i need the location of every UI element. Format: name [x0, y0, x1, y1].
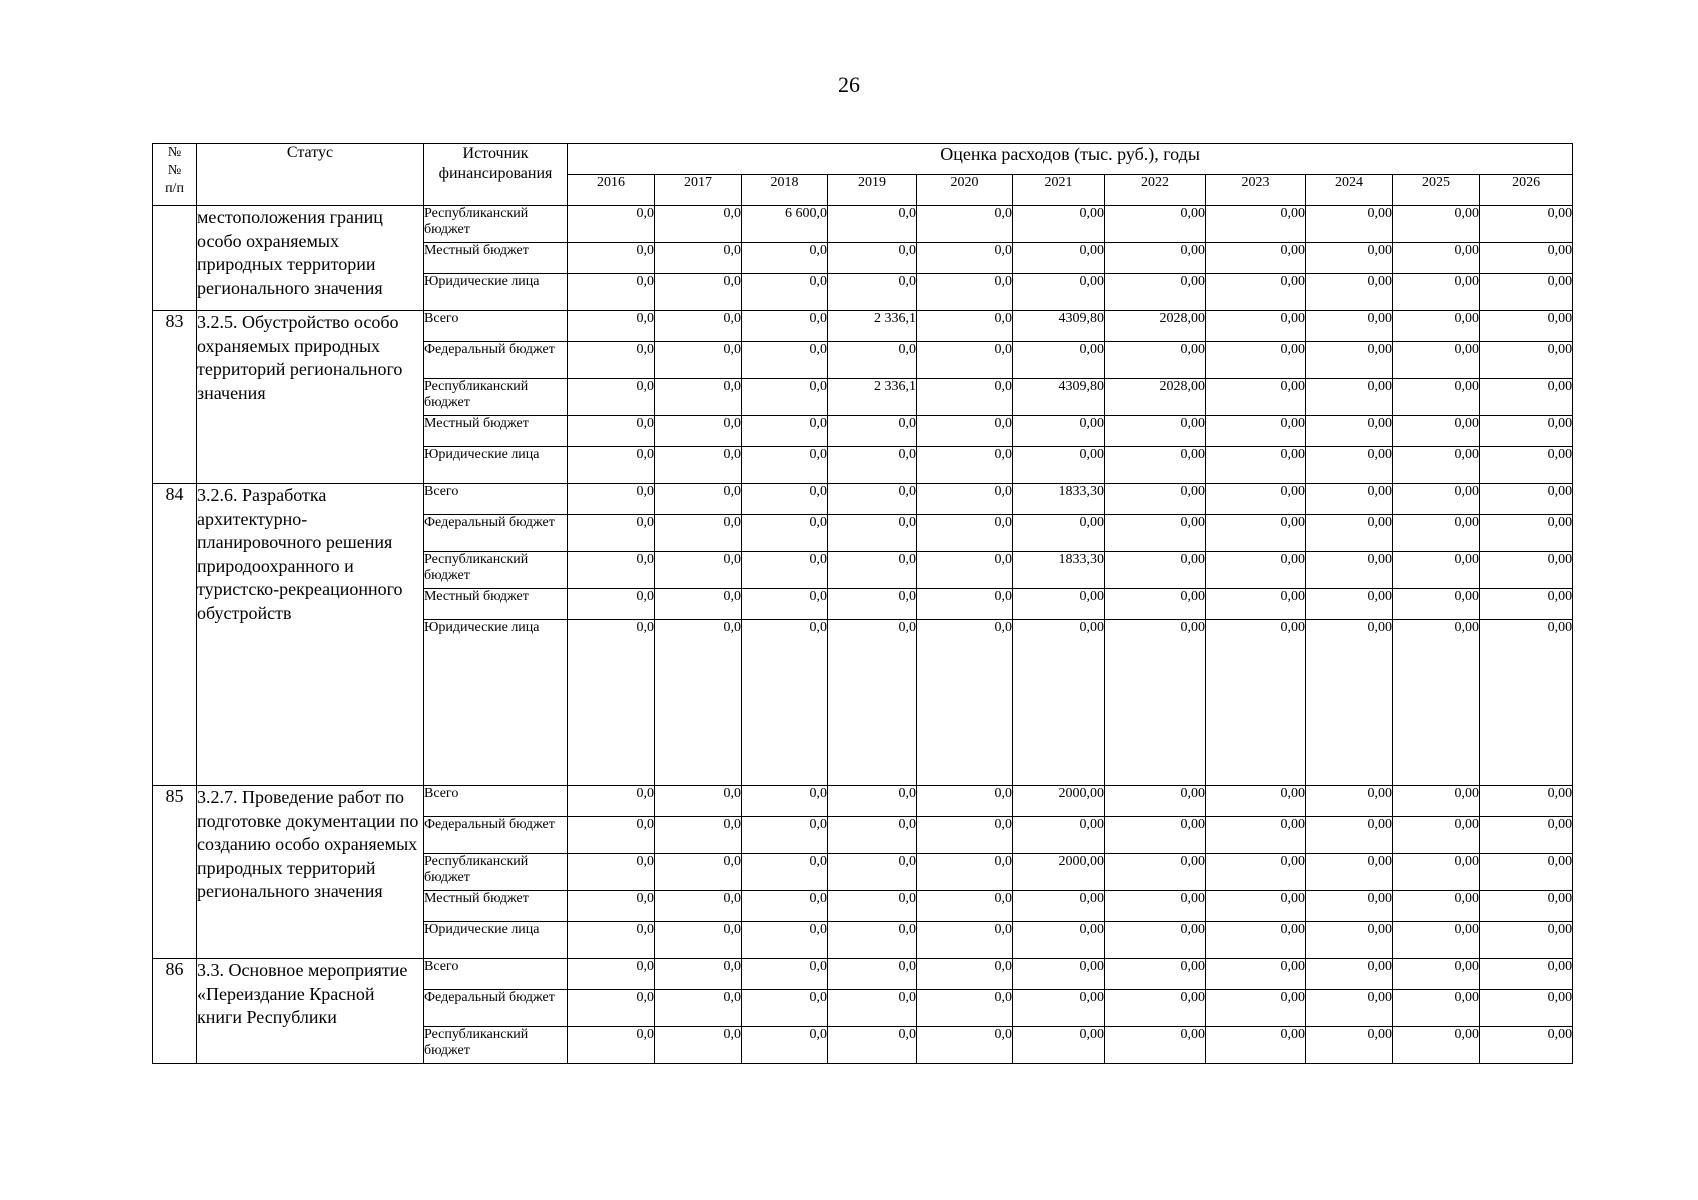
status-cell: 3.2.5. Обустройство особо охраняемых природных территорий регионального значения	[197, 311, 424, 484]
expense-value: 0,0	[828, 817, 917, 854]
expense-value: 0,00	[1306, 515, 1393, 552]
expense-value: 0,00	[1480, 959, 1573, 990]
expense-value: 0,0	[568, 552, 655, 589]
expense-value: 0,00	[1480, 620, 1573, 786]
expense-value: 0,0	[655, 311, 742, 342]
expense-value: 0,00	[1393, 990, 1480, 1027]
budget-table	[152, 143, 1573, 1064]
expense-value: 0,0	[828, 786, 917, 817]
funding-source: Республиканский бюджет	[424, 206, 568, 243]
expense-value: 0,00	[1105, 206, 1206, 243]
expense-value: 0,0	[655, 379, 742, 416]
expense-value: 0,0	[742, 447, 828, 484]
expense-value: 0,0	[828, 274, 917, 311]
header-year: 2022	[1105, 175, 1206, 206]
expense-value: 0,0	[568, 620, 655, 786]
expense-value: 0,0	[655, 854, 742, 891]
expense-value: 2028,00	[1105, 379, 1206, 416]
status-cell: 3.2.7. Проведение работ по подготовке документации по созданию особо охраняемых природных территорий регионального значения	[197, 786, 424, 959]
funding-source: Местный бюджет	[424, 416, 568, 447]
expense-value: 0,00	[1306, 379, 1393, 416]
expense-value: 0,00	[1306, 416, 1393, 447]
expense-value: 0,00	[1105, 891, 1206, 922]
expense-value: 0,00	[1105, 817, 1206, 854]
expense-value: 0,0	[568, 243, 655, 274]
status-cell: 3.3. Основное мероприятие «Переиздание Красной книги Республики	[197, 959, 424, 1064]
expense-value: 0,0	[828, 959, 917, 990]
funding-source: Федеральный бюджет	[424, 515, 568, 552]
funding-source: Юридические лица	[424, 620, 568, 786]
expense-value: 0,0	[917, 589, 1013, 620]
expense-value: 4309,80	[1013, 311, 1105, 342]
table-row	[153, 786, 1573, 817]
expense-value: 0,00	[1206, 786, 1306, 817]
expense-value: 0,0	[828, 484, 917, 515]
expense-value: 0,00	[1105, 959, 1206, 990]
expense-value: 0,00	[1105, 990, 1206, 1027]
expense-value: 0,00	[1393, 447, 1480, 484]
expense-value: 0,0	[568, 891, 655, 922]
expense-value: 0,0	[655, 891, 742, 922]
expense-value: 0,00	[1105, 484, 1206, 515]
expense-value: 0,00	[1013, 243, 1105, 274]
funding-source: Юридические лица	[424, 922, 568, 959]
funding-source: Республиканский бюджет	[424, 379, 568, 416]
expense-value: 0,00	[1206, 416, 1306, 447]
expense-value: 0,0	[742, 990, 828, 1027]
funding-source: Всего	[424, 311, 568, 342]
expense-value: 0,00	[1206, 854, 1306, 891]
funding-source: Всего	[424, 959, 568, 990]
expense-value: 0,00	[1306, 1027, 1393, 1064]
header-year: 2021	[1013, 175, 1105, 206]
expense-value: 0,00	[1306, 959, 1393, 990]
expense-value: 0,00	[1105, 552, 1206, 589]
expense-value: 2028,00	[1105, 311, 1206, 342]
header-expenses: Оценка расходов (тыс. руб.), годы	[568, 144, 1573, 175]
expense-value: 0,0	[917, 620, 1013, 786]
expense-value: 0,0	[917, 447, 1013, 484]
expense-value: 0,00	[1306, 891, 1393, 922]
expense-value: 0,00	[1306, 922, 1393, 959]
expense-value: 0,0	[655, 342, 742, 379]
expense-value: 0,00	[1306, 484, 1393, 515]
expense-value: 0,0	[742, 552, 828, 589]
expense-value: 0,00	[1393, 786, 1480, 817]
expense-value: 2000,00	[1013, 786, 1105, 817]
expense-value: 0,0	[917, 990, 1013, 1027]
expense-value: 0,00	[1206, 484, 1306, 515]
expense-value: 0,00	[1206, 891, 1306, 922]
expense-value: 0,0	[828, 922, 917, 959]
funding-source: Местный бюджет	[424, 243, 568, 274]
expense-value: 0,0	[568, 990, 655, 1027]
expense-value: 0,00	[1105, 786, 1206, 817]
table-row	[153, 311, 1573, 342]
expense-value: 0,00	[1013, 447, 1105, 484]
expense-value: 0,0	[568, 589, 655, 620]
expense-value: 0,00	[1306, 274, 1393, 311]
expense-value: 0,0	[655, 515, 742, 552]
funding-source: Всего	[424, 484, 568, 515]
expense-value: 0,00	[1105, 342, 1206, 379]
header-year: 2025	[1393, 175, 1480, 206]
expense-value: 0,00	[1306, 786, 1393, 817]
expense-value: 0,00	[1393, 922, 1480, 959]
expense-value: 0,0	[742, 379, 828, 416]
expense-value: 0,00	[1206, 342, 1306, 379]
header-status: Статус	[197, 144, 424, 206]
expense-value: 0,00	[1393, 484, 1480, 515]
expense-value: 0,00	[1206, 447, 1306, 484]
expense-value: 2000,00	[1013, 854, 1105, 891]
expense-value: 0,00	[1013, 891, 1105, 922]
expense-value: 0,00	[1480, 311, 1573, 342]
expense-value: 1833,30	[1013, 552, 1105, 589]
expense-value: 0,00	[1105, 416, 1206, 447]
expense-value: 0,00	[1105, 1027, 1206, 1064]
expense-value: 0,00	[1013, 515, 1105, 552]
expense-value: 0,00	[1105, 922, 1206, 959]
expense-value: 0,00	[1306, 817, 1393, 854]
expense-value: 0,0	[742, 416, 828, 447]
expense-value: 0,0	[828, 854, 917, 891]
expense-value: 0,00	[1206, 817, 1306, 854]
expense-value: 0,0	[568, 416, 655, 447]
expense-value: 0,0	[742, 620, 828, 786]
expense-value: 0,0	[917, 959, 1013, 990]
header-year: 2023	[1206, 175, 1306, 206]
expense-value: 2 336,1	[828, 311, 917, 342]
funding-source: Местный бюджет	[424, 891, 568, 922]
expense-value: 0,0	[742, 274, 828, 311]
expense-value: 0,00	[1105, 447, 1206, 484]
expense-value: 0,0	[568, 922, 655, 959]
row-number	[153, 206, 197, 311]
expense-value: 0,00	[1105, 515, 1206, 552]
expense-value: 0,0	[917, 379, 1013, 416]
expense-value: 0,00	[1480, 786, 1573, 817]
expense-value: 0,00	[1480, 447, 1573, 484]
expense-value: 0,0	[655, 620, 742, 786]
expense-value: 0,00	[1206, 990, 1306, 1027]
expense-value: 0,0	[568, 817, 655, 854]
expense-value: 0,00	[1306, 206, 1393, 243]
page-number: 26	[838, 72, 860, 97]
expense-value: 0,00	[1206, 1027, 1306, 1064]
expense-value: 0,0	[742, 959, 828, 990]
header-year: 2020	[917, 175, 1013, 206]
header-source: Источник финансирования	[424, 144, 568, 206]
expense-value: 0,0	[655, 552, 742, 589]
expense-value: 0,00	[1013, 342, 1105, 379]
expense-value: 0,0	[828, 589, 917, 620]
expense-value: 0,0	[917, 515, 1013, 552]
expense-value: 0,0	[742, 484, 828, 515]
funding-source: Всего	[424, 786, 568, 817]
expense-value: 0,0	[917, 484, 1013, 515]
expense-value: 0,0	[655, 206, 742, 243]
expense-value: 0,0	[828, 552, 917, 589]
expense-value: 0,00	[1393, 1027, 1480, 1064]
expense-value: 0,0	[742, 891, 828, 922]
expense-value: 0,00	[1206, 515, 1306, 552]
expense-value: 0,00	[1306, 589, 1393, 620]
expense-value: 0,0	[917, 817, 1013, 854]
expense-value: 0,00	[1393, 515, 1480, 552]
expense-value: 0,00	[1306, 990, 1393, 1027]
expense-value: 0,00	[1306, 620, 1393, 786]
expense-value: 0,0	[828, 342, 917, 379]
expense-value: 0,00	[1013, 416, 1105, 447]
status-cell: местоположения границ особо охраняемых природных территории регионального значения	[197, 206, 424, 311]
expense-value: 0,00	[1393, 243, 1480, 274]
expense-value: 0,00	[1480, 379, 1573, 416]
expense-value: 0,0	[742, 589, 828, 620]
expense-value: 0,0	[568, 342, 655, 379]
expense-value: 0,00	[1013, 589, 1105, 620]
header-year: 2018	[742, 175, 828, 206]
header-year: 2019	[828, 175, 917, 206]
expense-value: 0,00	[1013, 959, 1105, 990]
header-year: 2024	[1306, 175, 1393, 206]
expense-value: 0,0	[568, 206, 655, 243]
funding-source: Юридические лица	[424, 447, 568, 484]
expense-value: 0,00	[1480, 552, 1573, 589]
expense-value: 0,0	[568, 854, 655, 891]
row-number: 86	[153, 959, 197, 1064]
expense-value: 0,0	[655, 990, 742, 1027]
funding-source: Республиканский бюджет	[424, 552, 568, 589]
expense-value: 0,00	[1480, 274, 1573, 311]
expense-value: 0,0	[828, 891, 917, 922]
expense-value: 0,0	[655, 447, 742, 484]
expense-value: 0,00	[1393, 379, 1480, 416]
expense-value: 0,00	[1480, 243, 1573, 274]
expense-value: 0,0	[828, 416, 917, 447]
expense-value: 0,00	[1393, 311, 1480, 342]
expense-value: 0,00	[1393, 959, 1480, 990]
expense-value: 0,00	[1480, 416, 1573, 447]
expense-value: 0,0	[568, 515, 655, 552]
expense-value: 0,00	[1480, 922, 1573, 959]
expense-value: 0,0	[917, 416, 1013, 447]
expense-value: 0,0	[568, 447, 655, 484]
expense-value: 0,0	[742, 311, 828, 342]
expense-value: 0,00	[1105, 620, 1206, 786]
expense-value: 0,00	[1206, 243, 1306, 274]
expense-value: 0,00	[1206, 274, 1306, 311]
header-year: 2016	[568, 175, 655, 206]
expense-value: 0,0	[655, 243, 742, 274]
expense-value: 0,00	[1206, 552, 1306, 589]
expense-value: 0,00	[1206, 589, 1306, 620]
expense-value: 0,0	[568, 959, 655, 990]
expense-value: 0,00	[1480, 854, 1573, 891]
expense-value: 0,00	[1306, 552, 1393, 589]
header-year: 2026	[1480, 175, 1573, 206]
expense-value: 0,0	[828, 206, 917, 243]
expense-value: 0,00	[1013, 990, 1105, 1027]
expense-value: 0,0	[917, 786, 1013, 817]
expense-value: 0,0	[655, 484, 742, 515]
expense-value: 0,00	[1013, 1027, 1105, 1064]
expense-value: 6 600,0	[742, 206, 828, 243]
expense-value: 0,0	[917, 243, 1013, 274]
expense-value: 0,0	[917, 854, 1013, 891]
expense-value: 0,00	[1013, 817, 1105, 854]
expense-value: 0,0	[828, 515, 917, 552]
expense-value: 0,00	[1393, 817, 1480, 854]
expense-value: 0,0	[917, 342, 1013, 379]
expense-value: 0,0	[828, 1027, 917, 1064]
status-cell: 3.2.6. Разработка архитектурно-планировочного решения природоохранного и туристско-рекреационного обустройств	[197, 484, 424, 786]
expense-value: 0,00	[1480, 589, 1573, 620]
expense-value: 0,00	[1013, 206, 1105, 243]
table-row	[153, 206, 1573, 243]
expense-value: 0,0	[742, 342, 828, 379]
expense-value: 0,00	[1393, 206, 1480, 243]
expense-value: 0,00	[1393, 854, 1480, 891]
expense-value: 0,0	[568, 311, 655, 342]
expense-value: 0,00	[1393, 416, 1480, 447]
expense-value: 0,00	[1480, 515, 1573, 552]
expense-value: 0,0	[917, 891, 1013, 922]
funding-source: Федеральный бюджет	[424, 990, 568, 1027]
expense-value: 0,00	[1105, 854, 1206, 891]
expense-value: 0,0	[655, 589, 742, 620]
expense-value: 0,0	[655, 786, 742, 817]
expense-value: 0,0	[742, 786, 828, 817]
expense-value: 2 336,1	[828, 379, 917, 416]
expense-value: 0,00	[1306, 243, 1393, 274]
expense-value: 0,0	[742, 1027, 828, 1064]
expense-value: 0,0	[917, 274, 1013, 311]
expense-value: 0,0	[828, 620, 917, 786]
expense-value: 0,00	[1393, 552, 1480, 589]
expense-value: 0,0	[742, 854, 828, 891]
expense-value: 0,0	[655, 416, 742, 447]
expense-value: 0,00	[1206, 922, 1306, 959]
expense-value: 0,00	[1105, 243, 1206, 274]
expense-value: 0,0	[568, 786, 655, 817]
row-number: 85	[153, 786, 197, 959]
funding-source: Республиканский бюджет	[424, 854, 568, 891]
expense-value: 0,00	[1306, 447, 1393, 484]
funding-source: Федеральный бюджет	[424, 342, 568, 379]
expense-value: 0,00	[1480, 1027, 1573, 1064]
expense-value: 0,00	[1480, 206, 1573, 243]
expense-value: 0,0	[917, 1027, 1013, 1064]
expense-value: 0,0	[742, 515, 828, 552]
funding-source: Республиканский бюджет	[424, 1027, 568, 1064]
funding-source: Местный бюджет	[424, 589, 568, 620]
expense-value: 4309,80	[1013, 379, 1105, 416]
row-number: 84	[153, 484, 197, 786]
expense-value: 1833,30	[1013, 484, 1105, 515]
funding-source: Федеральный бюджет	[424, 817, 568, 854]
expense-value: 0,00	[1306, 311, 1393, 342]
expense-value: 0,0	[655, 1027, 742, 1064]
expense-value: 0,00	[1480, 891, 1573, 922]
expense-value: 0,00	[1105, 589, 1206, 620]
row-number: 83	[153, 311, 197, 484]
table-row	[153, 959, 1573, 990]
expense-value: 0,0	[917, 206, 1013, 243]
expense-value: 0,0	[828, 990, 917, 1027]
expense-value: 0,00	[1306, 342, 1393, 379]
header-num: № № п/п	[153, 144, 197, 206]
expense-value: 0,0	[568, 1027, 655, 1064]
expense-value: 0,00	[1393, 620, 1480, 786]
expense-value: 0,0	[917, 552, 1013, 589]
expense-value: 0,0	[917, 311, 1013, 342]
expense-value: 0,00	[1393, 589, 1480, 620]
expense-value: 0,00	[1393, 891, 1480, 922]
expense-value: 0,00	[1480, 817, 1573, 854]
expense-value: 0,0	[568, 379, 655, 416]
expense-value: 0,0	[742, 922, 828, 959]
expense-value: 0,0	[828, 447, 917, 484]
expense-value: 0,00	[1393, 274, 1480, 311]
expense-value: 0,00	[1480, 484, 1573, 515]
expense-value: 0,00	[1480, 342, 1573, 379]
expense-value: 0,00	[1013, 274, 1105, 311]
expense-value: 0,00	[1206, 206, 1306, 243]
table-body	[153, 206, 1573, 1064]
expense-value: 0,00	[1306, 854, 1393, 891]
table-row	[153, 484, 1573, 515]
expense-value: 0,0	[917, 922, 1013, 959]
expense-value: 0,00	[1013, 620, 1105, 786]
expense-value: 0,0	[742, 817, 828, 854]
expense-value: 0,0	[655, 274, 742, 311]
expense-value: 0,0	[655, 922, 742, 959]
expense-value: 0,00	[1206, 379, 1306, 416]
expense-value: 0,0	[568, 274, 655, 311]
expense-value: 0,00	[1206, 311, 1306, 342]
expense-value: 0,00	[1393, 342, 1480, 379]
header-year: 2017	[655, 175, 742, 206]
expense-value: 0,00	[1206, 620, 1306, 786]
expense-value: 0,00	[1105, 274, 1206, 311]
funding-source: Юридические лица	[424, 274, 568, 311]
expense-value: 0,0	[655, 817, 742, 854]
expense-value: 0,0	[655, 959, 742, 990]
expense-value: 0,00	[1013, 922, 1105, 959]
expense-value: 0,0	[568, 484, 655, 515]
expense-value: 0,0	[828, 243, 917, 274]
expense-value: 0,00	[1206, 959, 1306, 990]
expense-value: 0,0	[742, 243, 828, 274]
expense-value: 0,00	[1480, 990, 1573, 1027]
